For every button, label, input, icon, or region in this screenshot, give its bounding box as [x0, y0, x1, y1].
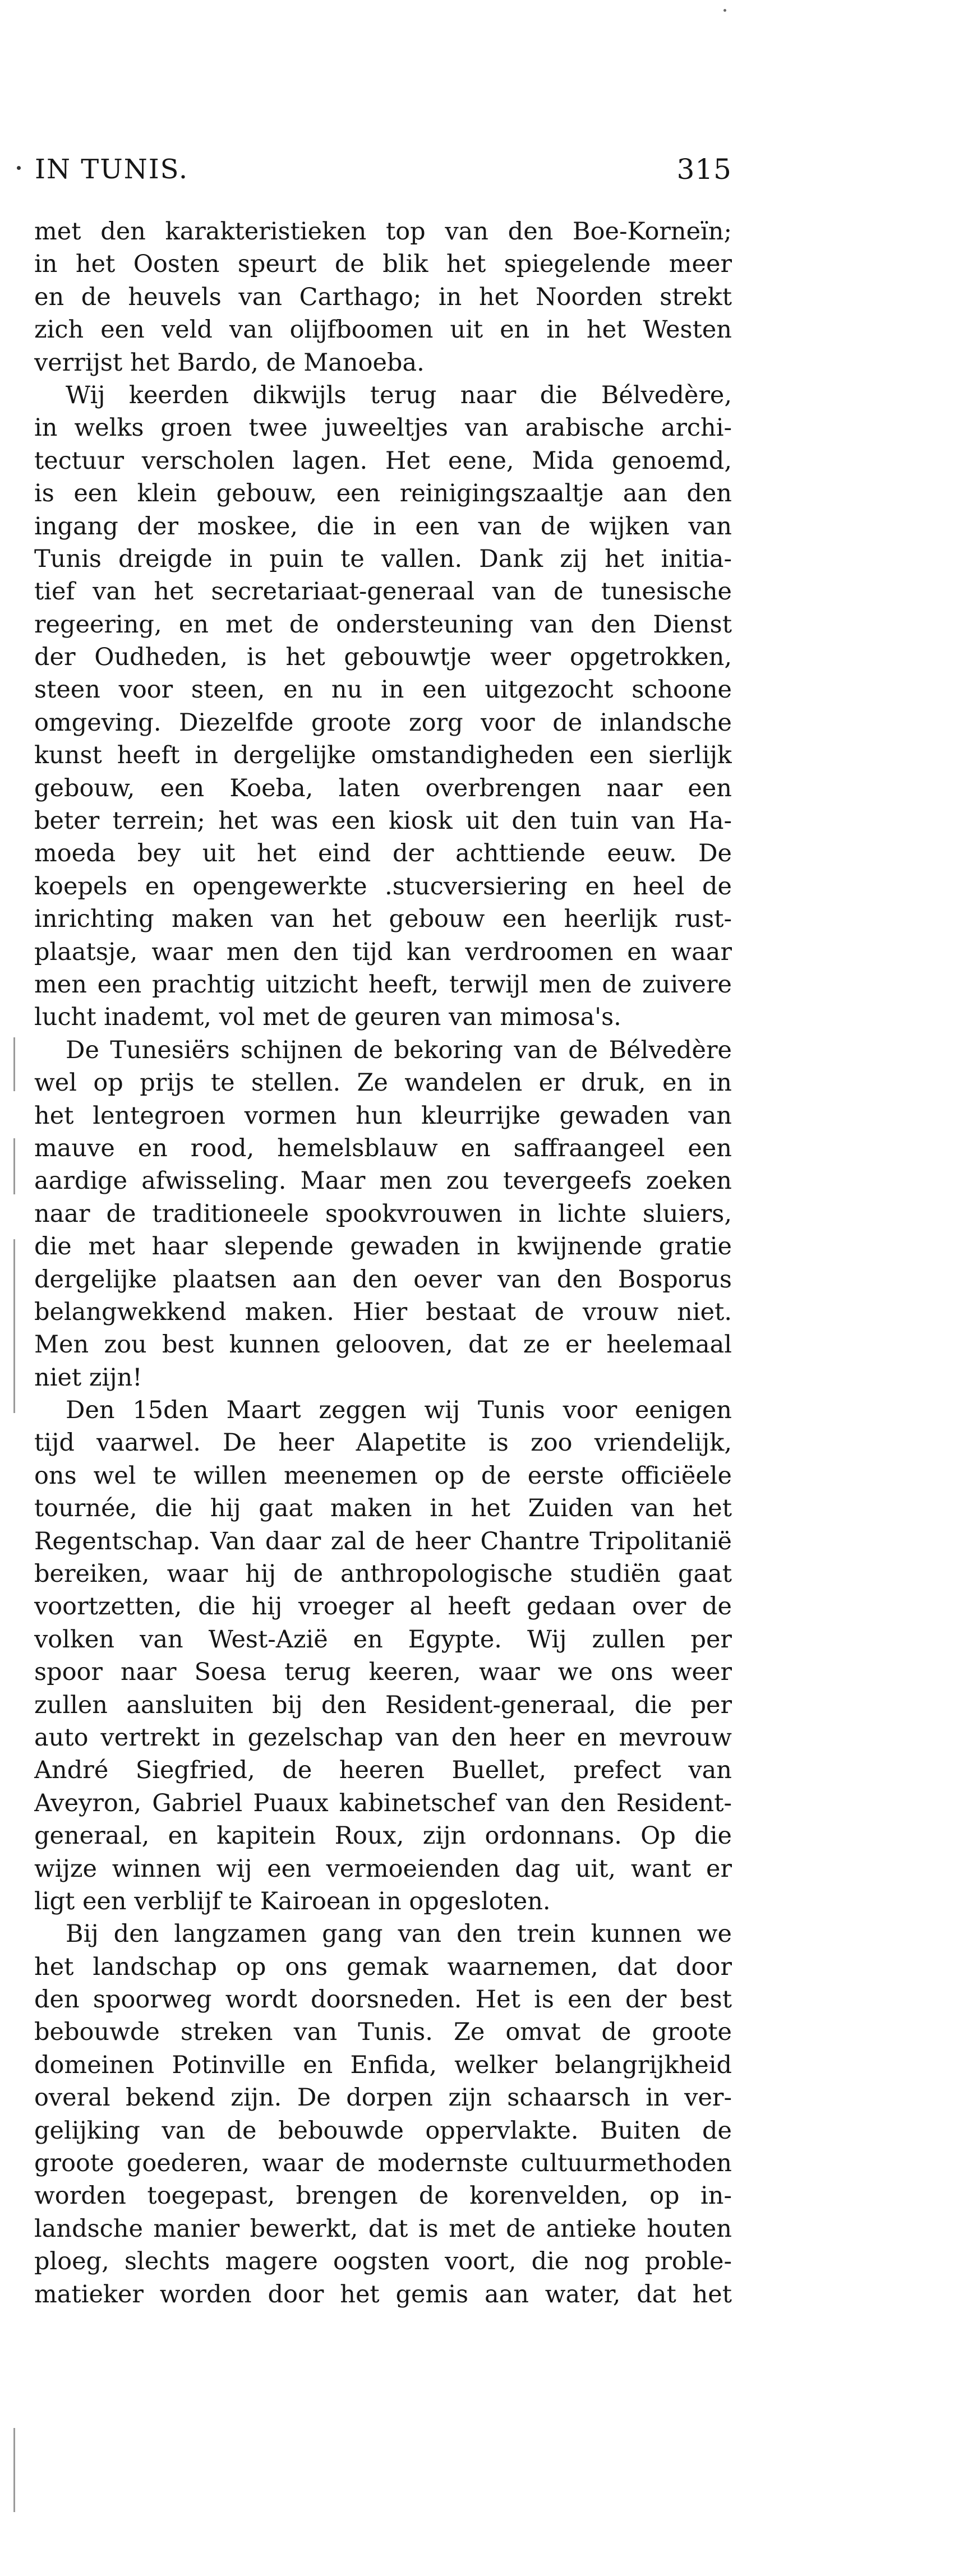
text-line: tectuur verscholen lagen. Het eene, Mida genoemd,: [34, 446, 732, 475]
text-line: ons wel te willen meenemen op de eerste officiëele: [34, 1461, 732, 1490]
text-line: groote goederen, waar de modernste cultuurmethoden: [34, 2149, 732, 2178]
text-line: koepels en opengewerkte .stucversiering en heel de: [34, 872, 732, 901]
running-title: IN TUNIS.: [35, 154, 189, 185]
text-line: regeering, en met de ondersteuning van den Dienst: [34, 610, 732, 639]
text-line: auto vertrekt in gezelschap van den heer en mevrouw: [34, 1723, 732, 1752]
text-line: aardige afwisseling. Maar men zou tevergeefs zoeken: [34, 1167, 732, 1195]
text-line: tournée, die hij gaat maken in het Zuiden van het: [34, 1494, 732, 1523]
text-line: dergelijke plaatsen aan den oever van den Bosporus: [34, 1265, 732, 1294]
text-line: tijd vaarwel. De heer Alapetite is zoo vriendelijk,: [34, 1429, 732, 1457]
margin-mark: [13, 1037, 15, 1091]
text-line: men een prachtig uitzicht heeft, terwijl men de zuivere: [34, 970, 732, 999]
running-header: [17, 151, 732, 191]
text-line: het lentegroen vormen hun kleurrijke gewaden van: [34, 1101, 732, 1130]
text-line: Regentschap. Van daar zal de heer Chantre Tripolitanië: [34, 1527, 732, 1555]
text-line: is een klein gebouw, een reinigingszaaltje aan den: [34, 479, 732, 508]
text-line: voortzetten, die hij vroeger al heeft gedaan over de: [34, 1592, 732, 1621]
text-line: ingang der moskee, die in een van de wijken van: [34, 512, 732, 541]
text-line: gebouw, een Koeba, laten overbrengen naar een: [34, 774, 732, 802]
text-line: ligt een verblijf te Kairoean in opgesloten.: [34, 1887, 551, 1915]
text-line: Aveyron, Gabriel Puaux kabinetschef van den Resident-: [34, 1789, 732, 1817]
margin-mark: [13, 1138, 15, 1194]
text-line: mauve en rood, hemelsblauw en saffraangeel een: [34, 1134, 732, 1162]
text-line: gelijking van de bebouwde oppervlakte. Buiten de: [34, 2116, 732, 2145]
header-dot: [17, 166, 21, 170]
text-line: en de heuvels van Carthago; in het Noorden strekt: [34, 283, 732, 311]
text-line: den spoorweg wordt doorsneden. Het is een der best: [34, 1986, 732, 2014]
text-line: der Oudheden, is het gebouwtje weer opgetrokken,: [34, 643, 732, 672]
text-line: lucht inademt, vol met de geuren van mimosa's.: [34, 1003, 621, 1032]
text-line: ploeg, slechts magere oogsten voort, die nog proble-: [34, 2247, 732, 2276]
text-line: volken van West-Azië en Egypte. Wij zullen per: [34, 1625, 732, 1654]
page-number: 315: [676, 153, 732, 186]
text-line: bebouwde streken van Tunis. Ze omvat de groote: [34, 2018, 732, 2047]
text-line: Den 15den Maart zeggen wij Tunis voor eenigen: [66, 1396, 732, 1425]
text-line: wijze winnen wij een vermoeienden dag uit, want er: [34, 1854, 732, 1883]
text-line: moeda bey uit het eind der achttiende eeuw. De: [34, 839, 732, 868]
text-line: worden toegepast, brengen de korenvelden, op in-: [34, 2182, 732, 2210]
text-line: De Tunesiërs schijnen de bekoring van de Bélvedère: [66, 1036, 732, 1064]
ink-speck: [723, 9, 726, 12]
text-line: in het Oosten speurt de blik het spiegelende meer: [34, 250, 732, 279]
text-line: niet zijn!: [34, 1363, 142, 1392]
text-line: het landschap op ons gemak waarnemen, dat door: [34, 1952, 732, 1981]
text-line: domeinen Potinville en Enfida, welker belangrijkheid: [34, 2051, 732, 2079]
text-line: generaal, en kapitein Roux, zijn ordonnans. Op die: [34, 1822, 732, 1850]
text-line: Bij den langzamen gang van den trein kunnen we: [66, 1920, 732, 1949]
margin-mark: [13, 1239, 15, 1413]
text-line: steen voor steen, en nu in een uitgezocht schoone: [34, 676, 732, 704]
text-line: verrijst het Bardo, de Manoeba.: [34, 348, 425, 377]
text-line: omgeving. Diezelfde groote zorg voor de inlandsche: [34, 708, 732, 737]
margin-mark: [13, 2428, 15, 2512]
text-line: matieker worden door het gemis aan water, dat het: [34, 2280, 732, 2309]
text-line: inrichting maken van het gebouw een heerlijk rust-: [34, 905, 732, 934]
text-line: plaatsje, waar men den tijd kan verdroomen en waar: [34, 938, 732, 966]
text-line: die met haar slepende gewaden in kwijnende gratie: [34, 1232, 732, 1261]
text-line: overal bekend zijn. De dorpen zijn schaarsch in ver-: [34, 2084, 732, 2112]
text-line: bereiken, waar hij de anthropologische studiën gaat: [34, 1560, 732, 1589]
text-line: tief van het secretariaat-generaal van de tunesische: [34, 578, 732, 606]
text-line: naar de traditioneele spookvrouwen in lichte sluiers,: [34, 1199, 732, 1228]
text-line: Men zou best kunnen gelooven, dat ze er heelemaal: [34, 1331, 732, 1359]
text-line: in welks groen twee juweeltjes van arabische archi-: [34, 414, 732, 442]
text-line: wel op prijs te stellen. Ze wandelen er druk, en in: [34, 1069, 732, 1097]
text-line: zich een veld van olijfboomen uit en in het Westen: [34, 316, 732, 344]
text-line: kunst heeft in dergelijke omstandigheden een sierlijk: [34, 741, 732, 770]
text-line: Tunis dreigde in puin te vallen. Dank zij het initia-: [34, 544, 732, 573]
body-text: [34, 215, 732, 2311]
text-line: beter terrein; het was een kiosk uit den tuin van Ha-: [34, 807, 732, 835]
text-line: zullen aansluiten bij den Resident-generaal, die per: [34, 1691, 732, 1719]
text-line: belangwekkend maken. Hier bestaat de vrouw niet.: [34, 1298, 732, 1326]
text-line: André Siegfried, de heeren Buellet, prefect van: [34, 1756, 732, 1785]
text-line: met den karakteristieken top van den Boe-Korneïn;: [34, 218, 732, 246]
text-line: Wij keerden dikwijls terug naar die Bélvedère,: [66, 381, 732, 409]
text-line: spoor naar Soesa terug keeren, waar we ons weer: [34, 1658, 732, 1687]
text-line: landsche manier bewerkt, dat is met de antieke houten: [34, 2214, 732, 2243]
